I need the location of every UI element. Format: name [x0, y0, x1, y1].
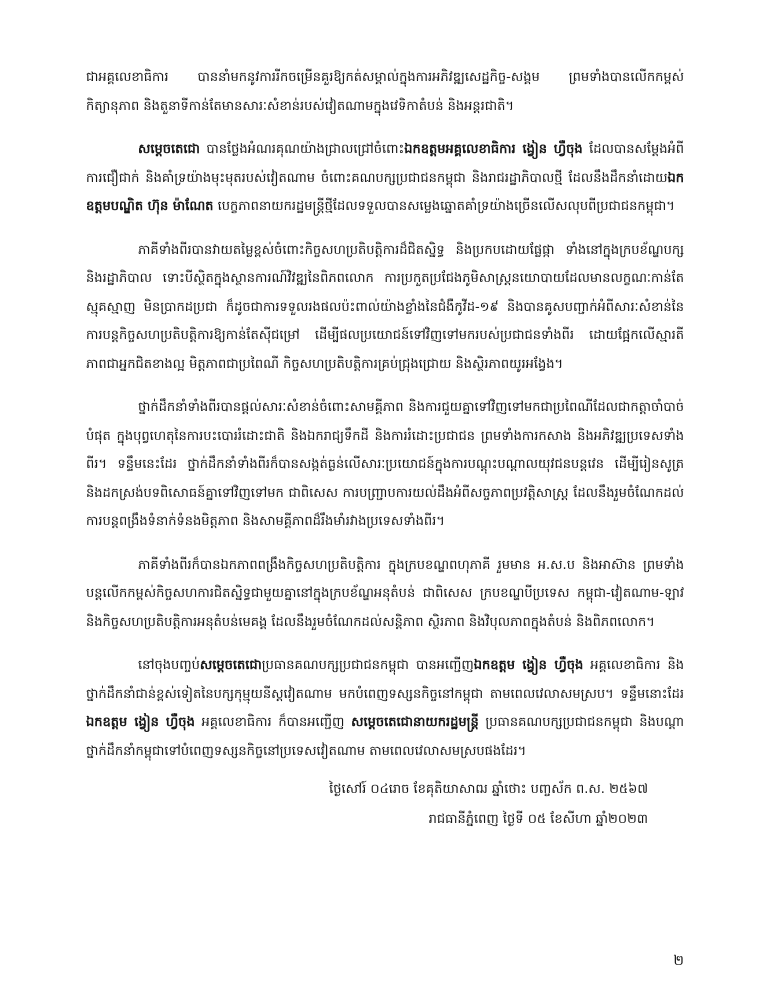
text-span: ប្រធានគណបក្សប្រជាជនកម្ពុជា និងបណ្តាថ្នាក់ដឹកនាំកម្ពុជាទៅបំពេញទស្សនកិច្ចនៅប្រទេសវៀតណាម តាមពេលវេលាសមស្របផងដែរ។	[86, 715, 685, 759]
bold-text-span: ឯកឧត្តមបណ្ឌិត ហ៊ុន ម៉ាណែត	[86, 170, 684, 214]
text-span: អគ្គលេខាធិការ និងថ្នាក់ដឹកនាំជាន់ខ្ពស់ទៀតនៃបក្សកុម្មុយនីស្តវៀតណាម មកបំពេញទស្សនកិច្ចនៅកម្ពុជា តាមពេលវេលាសមស្រប។ ទន្ទឹមនោះដែរ	[86, 658, 684, 702]
bold-text-span: សម្តេចតេជោ	[138, 142, 200, 157]
place-date-line: រាជធានីភ្នំពេញ ថ្ងៃទី ០៥ ខែសីហា ឆ្នាំ២០២៣	[428, 812, 648, 827]
text-span: ដែលបានសម្តែងអំពីការជឿជាក់ និងគាំទ្រយ៉ាងមុះមុតរបស់វៀតណាម ចំពោះគណបក្សប្រជាជនកម្ពុជា និងរាជរដ្ឋាភិបាលថ្មី ដែលនឹងដឹកនាំដោយ	[86, 142, 685, 186]
bold-text-span: ឯកឧត្តម ង្វៀន ហ្វឺចុង	[473, 658, 584, 673]
paragraph	[86, 394, 684, 537]
bold-text-span: សម្តេចតេជោ	[199, 658, 262, 673]
page-number: ២	[673, 953, 684, 969]
text-span: ភាគីទាំងពីរក៏បានឯកភាពពង្រឹងកិច្ចសហប្រតិបត្តិការ ក្នុងក្របខណ្ឌពហុភាគី រួមមាន អ.ស.ប និងអាស៊ាន ព្រមទាំងបន្តលើកកម្ពស់កិច្ចសហការជិតស្និទ្ធជាមួយគ្នានៅក្នុងក្របខ័ណ្ឌអនុតំបន់ ជាពិសេស ក្របខណ្ឌបីប្រទេស កម្ពុជា-វៀតណាម-ឡាវ និងកិច្ចសហប្រតិបត្តិការអនុតំបន់មេគង្គ ដែលនឹងរួមចំណែកដល់សន្តិភាព ស្ថិរភាព និងវិបុលភាពក្នុងតំបន់ និងពិភពលោក។	[86, 557, 684, 630]
text-span: ភាគីទាំងពីរបានវាយតម្លៃខ្ពស់ចំពោះកិច្ចសហប្រតិបត្តិការដ៏ជិតស្និទ្ធ និងប្រកបដោយផ្លែផ្កា ទាំងនៅក្នុងក្របខ័ណ្ឌបក្ស និងរដ្ឋាភិបាល ទោះបីស្ថិតក្នុងស្ថានការណ៍វិវឌ្ឍនៃពិភពលោក ការប្រកួតប្រជែងភូមិសាស្ត្រនយោបាយដែលមានលក្ខណៈកាន់តែស្មុគស្មាញ មិនប្រាកដប្រជា ក៏ដូចជាការទទួលរងផលប៉ះពាល់យ៉ាងខ្លាំងនៃជំងឺកូវីដ-១៩ និងបានគូសបញ្ជាក់អំពីសារៈសំខាន់នៃការបន្តកិច្ចសហប្រតិបត្តិការឱ្យកាន់តែស៊ីជម្រៅ ដើម្បីផលប្រយោជន៍ទៅវិញទៅមករបស់ប្រជាជនទាំងពីរ ដោយផ្អែកលើស្មារតីភាពជាអ្នកជិតខាងល្អ មិត្តភាពជាប្រពៃណី កិច្ចសហប្រតិបត្តិការគ្រប់ជ្រុងជ្រោយ និងស្ថិរភាពយូរអង្វែង។	[86, 242, 684, 372]
text-span: ជាអគ្គលេខាធិការ បាននាំមកនូវការរីកចម្រើនគួរឱ្យកត់សម្គាល់ក្នុងការអភិវឌ្ឍសេដ្ឋកិច្ច-សង្គម ព្រមទាំងបានលើកកម្ពស់កិត្យានុភាព និងតួនាទីកាន់តែមានសារៈសំខាន់របស់វៀតណាមក្នុងវេទិកាតំបន់ និងអន្តរជាតិ។	[86, 70, 684, 114]
paragraph	[86, 136, 684, 222]
bold-text-span: សម្តេចតេជោនាយករដ្ឋមន្ត្រី	[351, 715, 479, 730]
paragraph	[86, 64, 684, 121]
paragraph	[86, 552, 684, 638]
body-text	[86, 64, 684, 766]
paragraph	[86, 237, 684, 380]
date-signature-block	[86, 775, 684, 835]
lunar-date-line: ថ្ងៃសៅរ៍ ០៤រោច ខែគុតិយាសាឍ ឆ្នាំថោះ បញ្ចស័ក ព.ស. ២៥៦៧	[329, 782, 648, 797]
bold-text-span: ឯកឧត្តម ង្វៀន ហ្វឺចុង	[86, 715, 195, 730]
text-span: ប្រធានគណបក្សប្រជាជនកម្ពុជា បានអញ្ជើញ	[261, 658, 474, 673]
text-span: បេក្ខភាពនាយករដ្ឋមន្ត្រីថ្មីដែលទទួលបានសម្លេងឆ្នោតគាំទ្រយ៉ាងច្រើនលើសលុបពីប្រជាជនកម្ពុជា។	[213, 199, 675, 214]
paragraph	[86, 652, 684, 766]
text-span: ថ្នាក់ដឹកនាំទាំងពីរបានផ្តល់សារៈសំខាន់ចំពោះសាមគ្គីភាព និងការជួយគ្នាទៅវិញទៅមកជាប្រពៃណីដែលជាកត្តាចាំបាច់បំផុត ក្នុងបុព្វហេតុនៃការបះបោររំដោះជាតិ និងឯករាជ្យទឹកដី និងការរំដោះប្រជាជន ព្រមទាំងការកសាង និងអភិវឌ្ឍប្រទេសទាំងពីរ។ ទន្ទឹមនេះដែរ ថ្នាក់ដឹកនាំទាំងពីរក៏បានសង្កត់ធ្ងន់លើសារៈប្រយោជន៍ក្នុងការបណ្តុះបណ្តាលយុវជនបន្តវេន ដើម្បីរៀនសូត្រ និងដកស្រង់បទពិសោធន៍គ្នាទៅវិញទៅមក ជាពិសេស ការបញ្ជ្រាបការយល់ដឹងអំពីសច្ចភាពប្រវត្តិសាស្ត្រ ដែលនឹងរួមចំណែកដល់ការបន្តពង្រឹងទំនាក់ទំនងមិត្តភាព និងសាមគ្គីភាពដ៏រឹងមាំរវាងប្រទេសទាំងពីរ។	[86, 400, 684, 529]
text-span: អគ្គលេខាធិការ ក៏បានអញ្ជើញ	[194, 715, 352, 730]
bold-text-span: ឯកឧត្តមអគ្គលេខាធិការ ង្វៀន ហ្វឺចុង	[404, 142, 583, 157]
text-span: នៅចុងបញ្ចប់	[138, 658, 200, 673]
text-span: បានថ្លែងអំណរគុណយ៉ាងជ្រាលជ្រៅចំពោះ	[199, 142, 405, 157]
